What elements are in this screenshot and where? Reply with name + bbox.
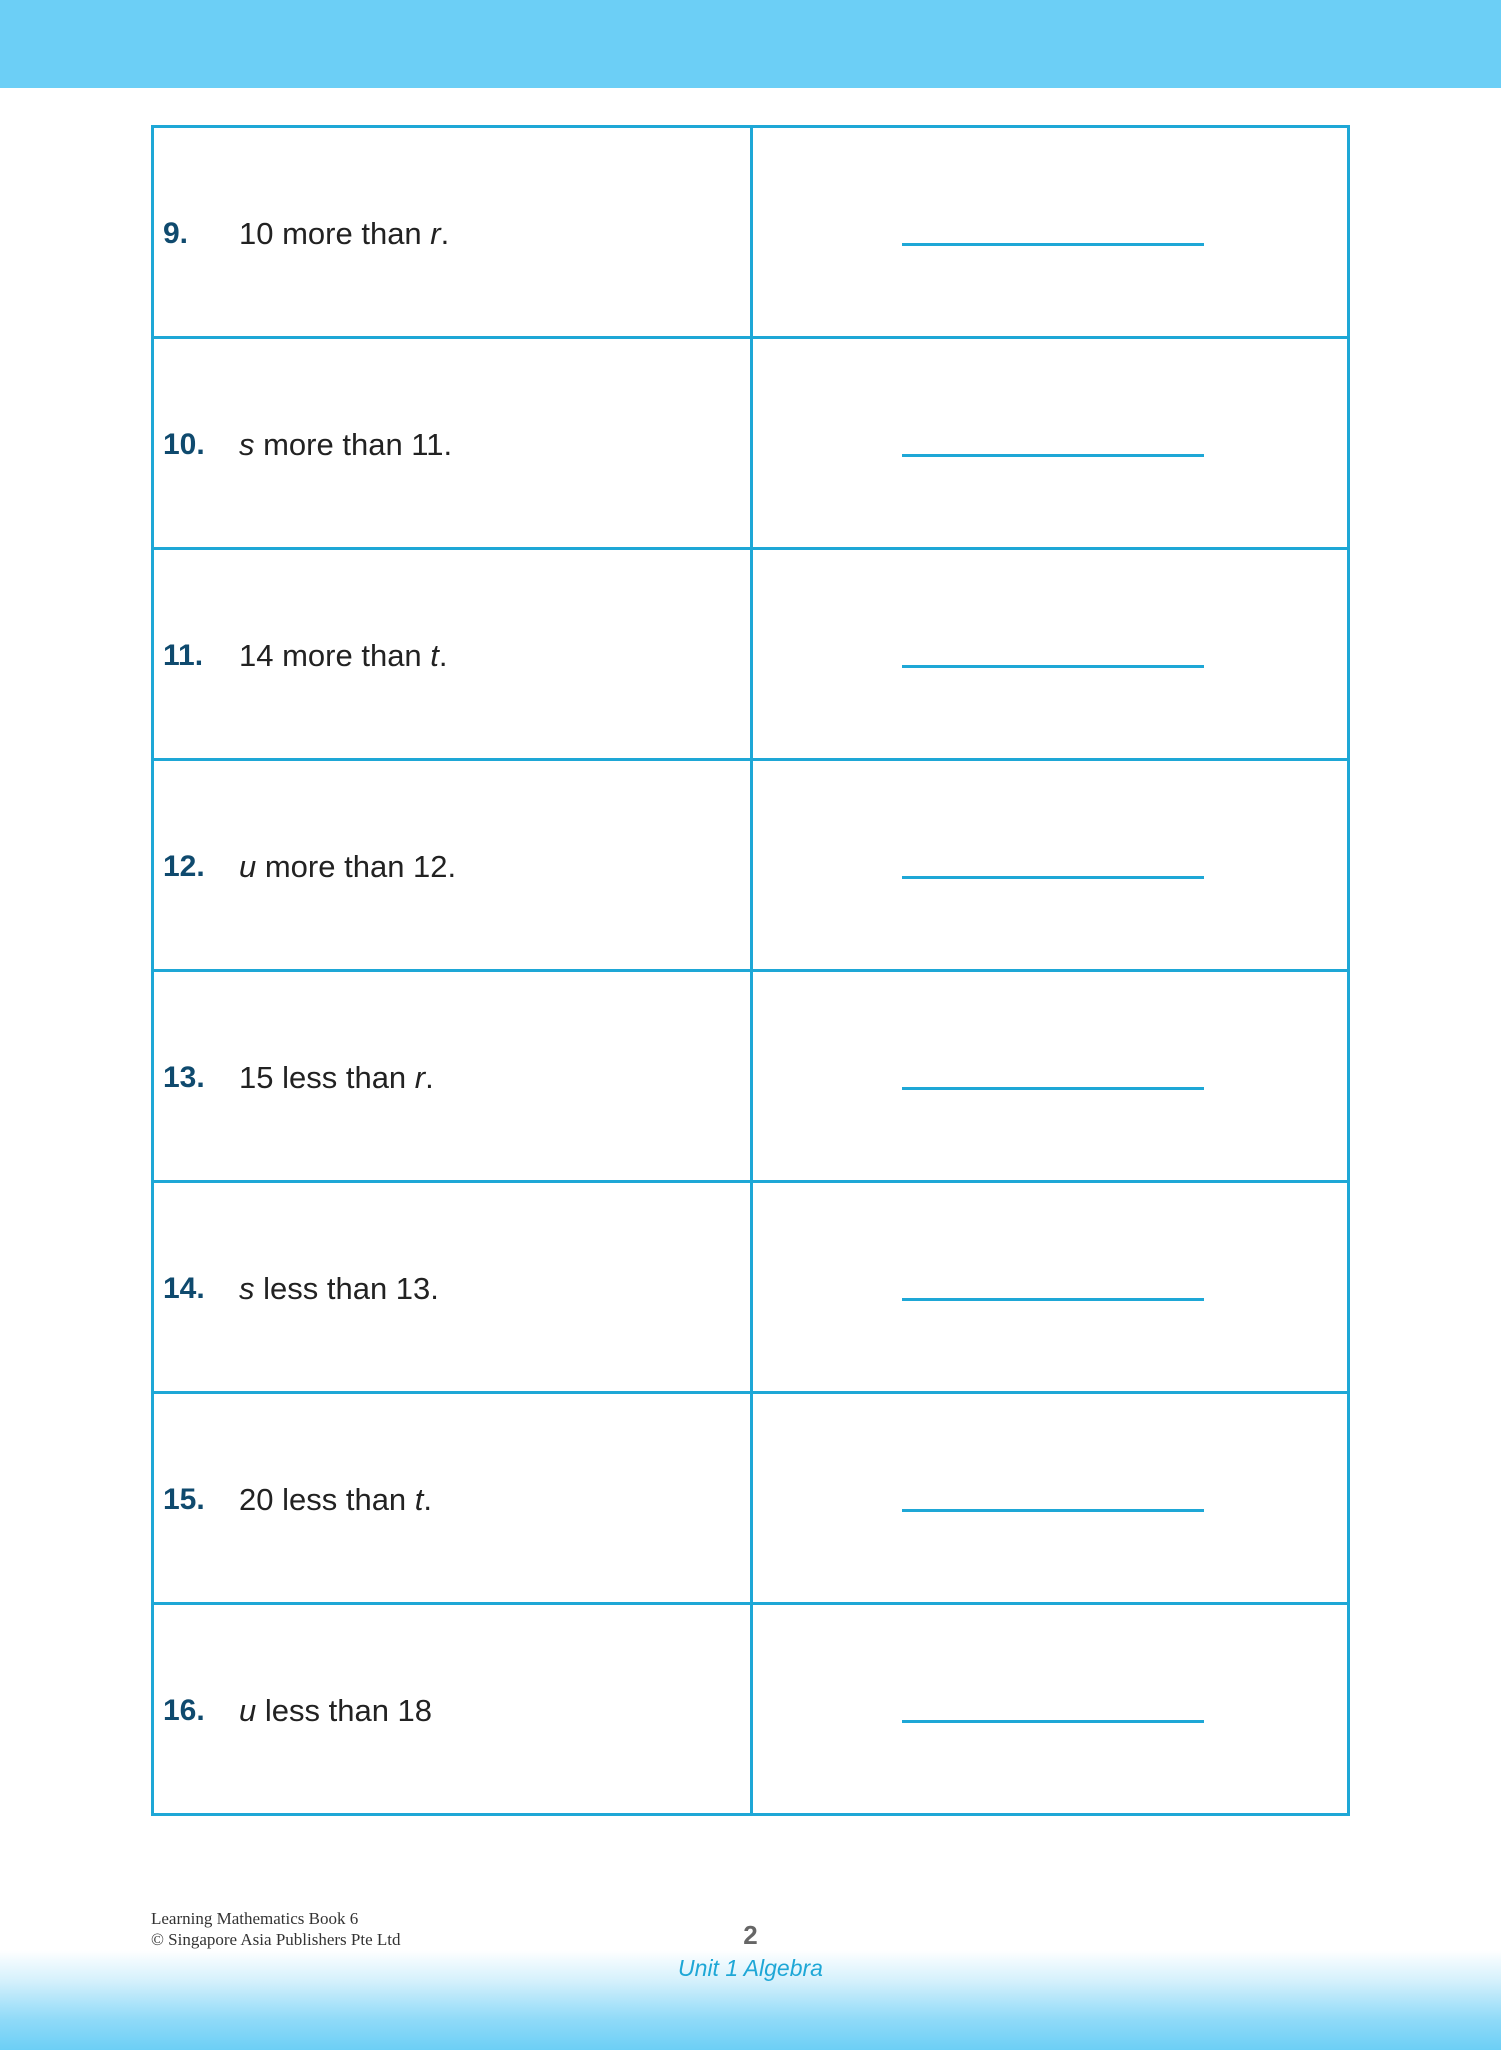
question-number: 15. bbox=[163, 1483, 205, 1516]
question-text: 10 more than r. bbox=[239, 216, 450, 251]
variable: r bbox=[414, 1060, 426, 1095]
answer-blank[interactable] bbox=[902, 876, 1204, 879]
question-text: 15 less than r. bbox=[239, 1060, 434, 1095]
question-text: s more than 11. bbox=[239, 427, 453, 462]
question-text: 14 more than t. bbox=[239, 638, 448, 673]
answer-blank[interactable] bbox=[902, 454, 1204, 457]
exercise-table bbox=[151, 125, 1350, 1816]
answer-blank[interactable] bbox=[902, 243, 1204, 246]
variable: t bbox=[430, 638, 439, 673]
variable: u bbox=[239, 849, 257, 884]
question-text: 20 less than t. bbox=[239, 1482, 433, 1517]
variable: s bbox=[239, 427, 255, 462]
question-row-16 bbox=[154, 1605, 1347, 1816]
question-text: u less than 18 bbox=[239, 1693, 433, 1728]
answer-blank[interactable] bbox=[902, 665, 1204, 668]
top-banner bbox=[0, 0, 1501, 88]
question-number: 10. bbox=[163, 428, 205, 461]
copyright-notice: © Singapore Asia Publishers Pte Ltd bbox=[151, 1930, 401, 1949]
answer-blank[interactable] bbox=[902, 1298, 1204, 1301]
question-row-13 bbox=[154, 972, 1347, 1183]
variable: r bbox=[430, 216, 441, 251]
question-row-9 bbox=[154, 128, 1347, 339]
question-row-15 bbox=[154, 1394, 1347, 1605]
variable: u bbox=[239, 1693, 257, 1728]
question-text: s less than 13. bbox=[239, 1271, 439, 1306]
question-number: 16. bbox=[163, 1694, 205, 1727]
question-number: 12. bbox=[163, 850, 205, 883]
variable: t bbox=[414, 1482, 424, 1517]
answer-blank[interactable] bbox=[902, 1087, 1204, 1090]
question-row-10 bbox=[154, 339, 1347, 550]
question-row-14 bbox=[154, 1183, 1347, 1394]
variable: s bbox=[239, 1271, 255, 1306]
question-text: u more than 12. bbox=[239, 849, 457, 884]
book-title: Learning Mathematics Book 6 bbox=[151, 1909, 359, 1928]
question-row-12 bbox=[154, 761, 1347, 972]
question-number: 9. bbox=[163, 217, 189, 250]
question-number: 14. bbox=[163, 1272, 205, 1305]
page-number: 2 bbox=[743, 1920, 758, 1950]
question-number: 13. bbox=[163, 1061, 205, 1094]
question-number: 11. bbox=[163, 639, 204, 672]
unit-label: Unit 1 Algebra bbox=[678, 1955, 823, 1981]
footer-credits bbox=[151, 1908, 401, 1950]
answer-blank[interactable] bbox=[902, 1509, 1204, 1512]
answer-blank[interactable] bbox=[902, 1720, 1204, 1723]
question-row-11 bbox=[154, 550, 1347, 761]
